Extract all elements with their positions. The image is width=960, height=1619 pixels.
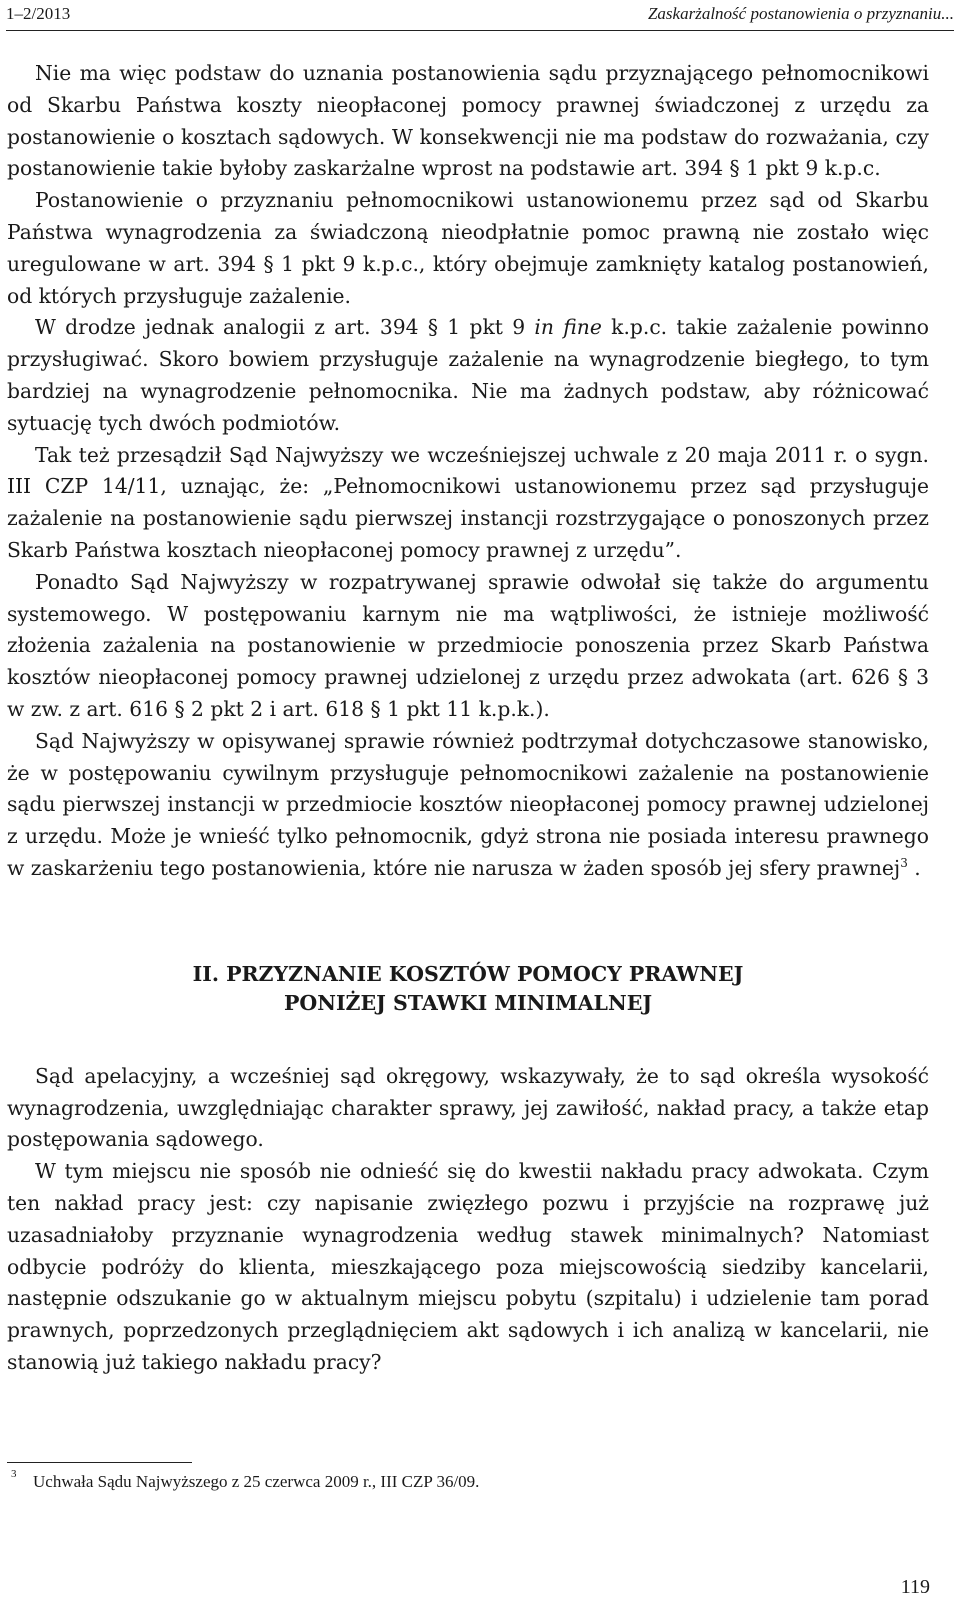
paragraph: Nie ma więc podstaw do uznania postanowienia sądu przyznającego pełnomocnikowi od Skarbu Państwa koszty nieopłaconej pomocy prawnej świadczonej z urzędu za postanowienie o kosztach sądowych. W konsekwencji nie ma podstaw do rozważania, czy postanowienie takie byłoby zaskarżalne wprost na podstawie art. 394 § 1 pkt 9 k.p.c. [7,61,929,181]
section-heading [7,960,929,1018]
issue-number: 1–2/2013 [6,4,71,23]
paragraph: Tak też przesądził Sąd Najwyższy we wcześniejszej uchwale z 20 maja 2011 r. o sygn. III CZP 14/11, uznając, że: „Pełnomocnikowi ustanowionemu przez sąd przysługuje zażalenie na postanowienie sądu pierwszej instancji rozstrzygające o ponoszonych przez Skarb Państwa kosztach nieopłaconej pomocy prawnej z urzędu”. [7,442,929,562]
paragraph-end: . [907,855,921,880]
article-body [7,58,929,1379]
footnote-text: Uchwała Sądu Najwyższego z 25 czerwca 2009 r., III CZP 36/09. [33,1472,480,1491]
footnote [11,1468,480,1492]
paragraph-text: k.p.c. takie zażalenie powinno przysługiwać. Skoro bowiem przysługuje zażalenie na wynagrodzenie biegłego, to tym bardziej na wynagrodzenie pełnomocnika. Nie ma żadnych podstaw, aby różnicować sytuację tych dwóch podmiotów. [7,315,929,435]
paragraph-text: Sąd Najwyższy w opisywanej sprawie również podtrzymał dotychczasowe stanowisko, że w postępowaniu cywilnym przysługuje pełnomocnikowi zażalenie na postanowienie sądu pierwszej instancji w przedmiocie kosztów nieopłaconej pomocy prawnej udzielonej z urzędu. Może je wnieść tylko pełnomocnik, gdyż strona nie posiada interesu prawnego w zaskarżeniu tego postanowienia, które nie narusza w żaden sposób jej sfery prawnej [7,728,929,880]
section-heading-line: II. PRZYZNANIE KOSZTÓW POMOCY PRAWNEJ [192,961,744,986]
paragraph: W tym miejscu nie sposób nie odnieść się do kwestii nakładu pracy adwokata. Czym ten nakład pracy jest: czy napisanie zwięzłego pozwu i przyjście na rozprawę już uzasadniałoby przyznanie wynagrodzenia według stawek minimalnych? Natomiast odbycie podróży do klienta, mieszkającego poza miejscowością siedziby kancelarii, następnie odszukanie go w aktualnym miejscu pobytu (szpitalu) i udzielenie tam porad prawnych, poprzedzonych przeglądnięciem akt sądowych i ich analizą w kancelarii, nie stanowią już takiego nakładu pracy? [7,1159,929,1374]
paragraph: Postanowienie o przyznaniu pełnomocnikowi ustanowionemu przez sąd od Skarbu Państwa wynagrodzenia za świadczoną nieodpłatnie pomoc prawną nie zostało więc uregulowane w art. 394 § 1 pkt 9 k.p.c., który obejmuje zamknięty katalog postanowień, od których przysługuje zażalenie. [7,188,929,308]
page-number: 119 [900,1576,930,1598]
running-title: Zaskarżalność postanowienia o przyznaniu... [647,4,954,23]
running-header [6,2,954,31]
paragraph [7,312,929,439]
section-heading-line: PONIŻEJ STAWKI MINIMALNEJ [283,990,653,1015]
paragraph: Sąd apelacyjny, a wcześniej sąd okręgowy, wskazywały, że to sąd określa wysokość wynagrodzenia, uwzględniając charakter sprawy, jej zawiłość, nakład pracy, a także etap postępowania sądowego. [7,1063,929,1152]
footnote-reference[interactable]: 3 [900,856,908,871]
latin-phrase: in fine [534,315,602,340]
footnote-number: 3 [11,1468,17,1480]
paragraph-text: W drodze jednak analogii z art. 394 § 1 pkt 9 [35,315,535,340]
footnote-divider [7,1462,192,1463]
paragraph [7,726,929,885]
paragraph: Ponadto Sąd Najwyższy w rozpatrywanej sprawie odwołał się także do argumentu systemowego. W postępowaniu karnym nie ma wątpliwości, że istnieje możliwość złożenia zażalenia na postanowienie w przedmiocie ponoszenia przez Skarb Państwa kosztów nieopłaconej pomocy prawnej udzielonej z urzędu przez adwokata (art. 626 § 3 w zw. z art. 616 § 2 pkt 2 i art. 618 § 1 pkt 11 k.p.k.). [7,569,929,721]
